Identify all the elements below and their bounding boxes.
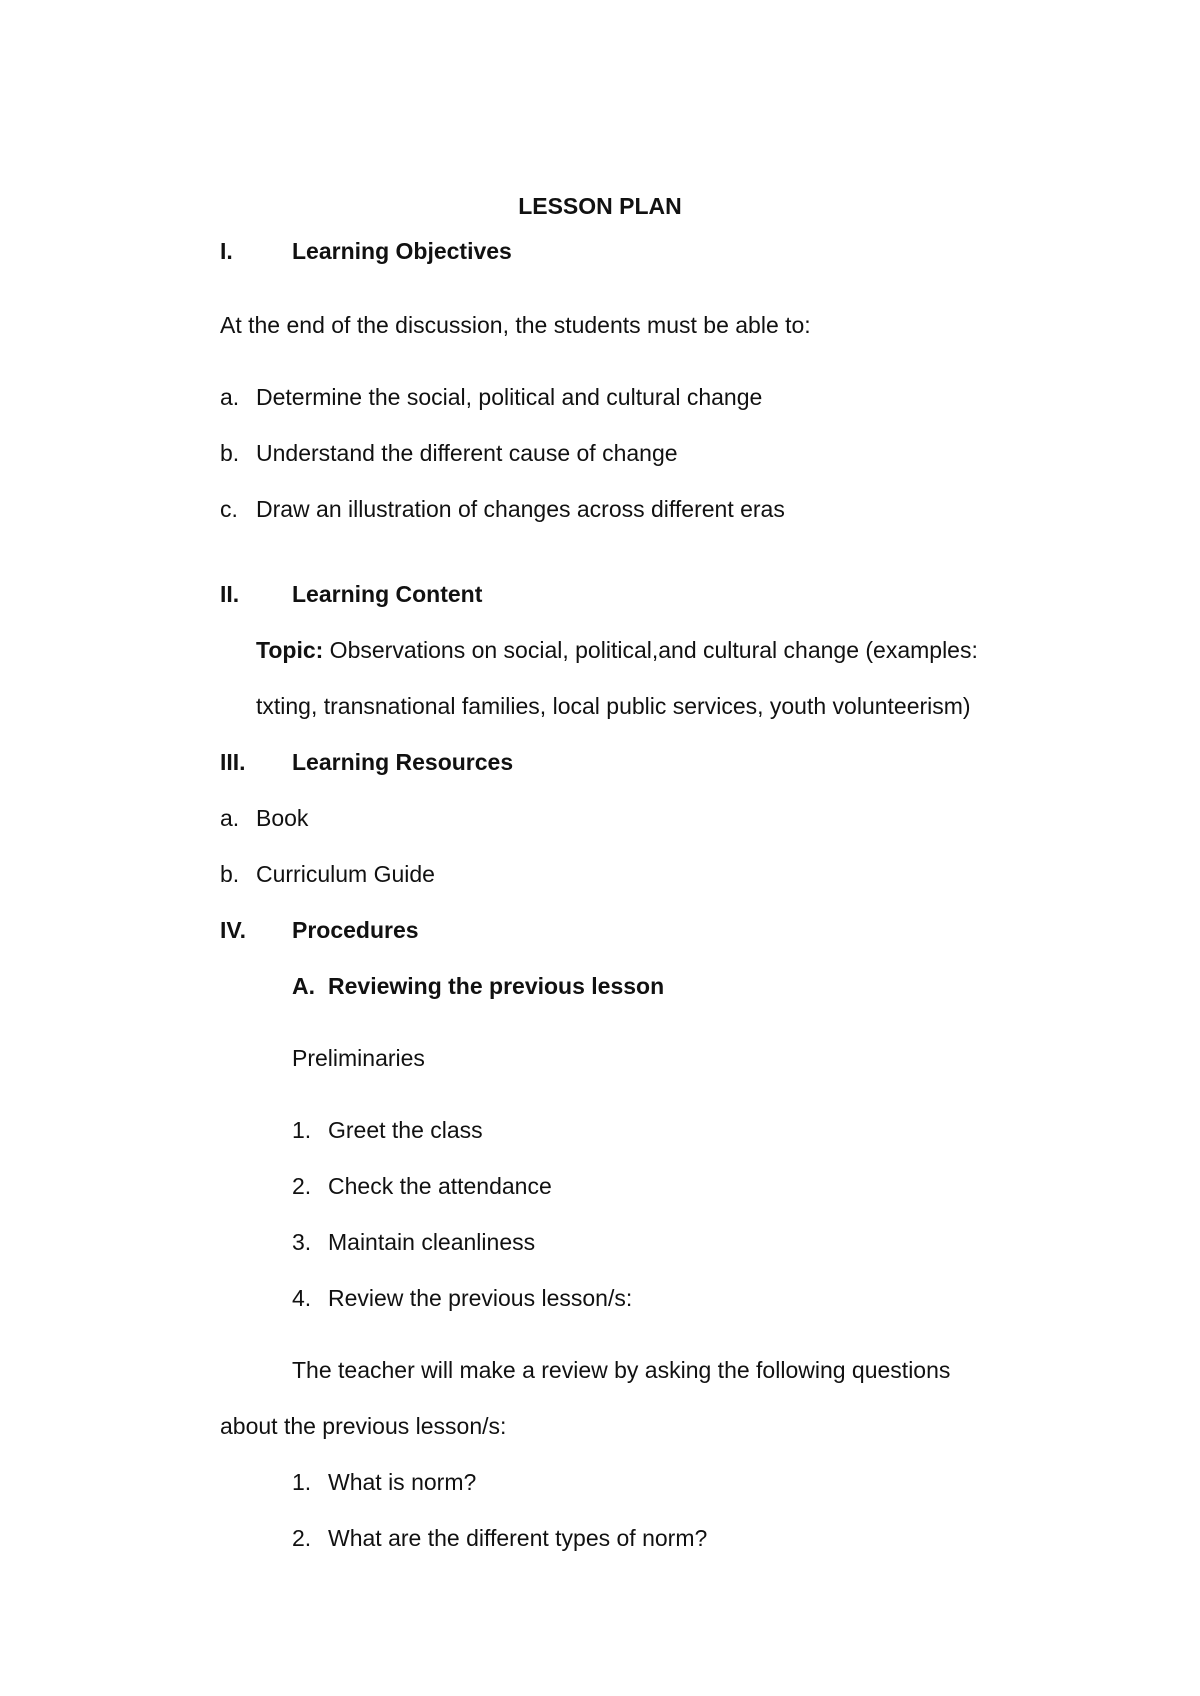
section-numeral-content: II. (220, 581, 240, 607)
objective-item: Understand the different cause of change (256, 440, 678, 466)
question-item: What are the different types of norm? (328, 1525, 708, 1551)
section-heading-content: Learning Content (292, 581, 483, 607)
preliminary-item: Greet the class (328, 1117, 483, 1143)
question-marker: 1. (292, 1469, 312, 1495)
review-paragraph-line-1: The teacher will make a review by asking the following questions (292, 1357, 951, 1383)
section-heading-procedures: Procedures (292, 917, 419, 943)
topic-line-1 (256, 635, 978, 665)
section-numeral-procedures: IV. (220, 917, 247, 943)
objective-item: Determine the social, political and cultural change (256, 384, 763, 410)
section-numeral-objectives: I. (220, 238, 233, 264)
preliminary-marker: 4. (292, 1285, 312, 1311)
objective-marker: b. (220, 440, 240, 466)
objective-item: Draw an illustration of changes across different eras (256, 496, 785, 522)
objective-marker: c. (220, 496, 238, 522)
objectives-intro: At the end of the discussion, the students must be able to: (220, 312, 811, 338)
section-numeral-resources: III. (220, 749, 246, 775)
resource-item: Book (256, 805, 309, 831)
resource-marker: b. (220, 861, 240, 887)
topic-line-2: txting, transnational families, local public services, youth volunteerism) (256, 693, 971, 719)
question-marker: 2. (292, 1525, 312, 1551)
preliminaries-label: Preliminaries (292, 1045, 425, 1071)
subsection-marker: A. (292, 973, 315, 999)
subsection-heading: Reviewing the previous lesson (328, 973, 665, 999)
preliminary-item: Check the attendance (328, 1173, 552, 1199)
preliminary-item: Maintain cleanliness (328, 1229, 536, 1255)
preliminary-marker: 2. (292, 1173, 312, 1199)
topic-label: Topic: (256, 637, 324, 663)
review-paragraph-line-2: about the previous lesson/s: (220, 1413, 507, 1439)
question-item: What is norm? (328, 1469, 477, 1495)
topic-text: Observations on social, political,and cultural change (examples: (323, 637, 978, 663)
preliminary-marker: 3. (292, 1229, 312, 1255)
resource-item: Curriculum Guide (256, 861, 435, 887)
section-heading-resources: Learning Resources (292, 749, 514, 775)
section-heading-objectives: Learning Objectives (292, 238, 512, 264)
preliminary-marker: 1. (292, 1117, 312, 1143)
document-title: LESSON PLAN (518, 193, 682, 219)
preliminary-item: Review the previous lesson/s: (328, 1285, 633, 1311)
objective-marker: a. (220, 384, 240, 410)
resource-marker: a. (220, 805, 240, 831)
